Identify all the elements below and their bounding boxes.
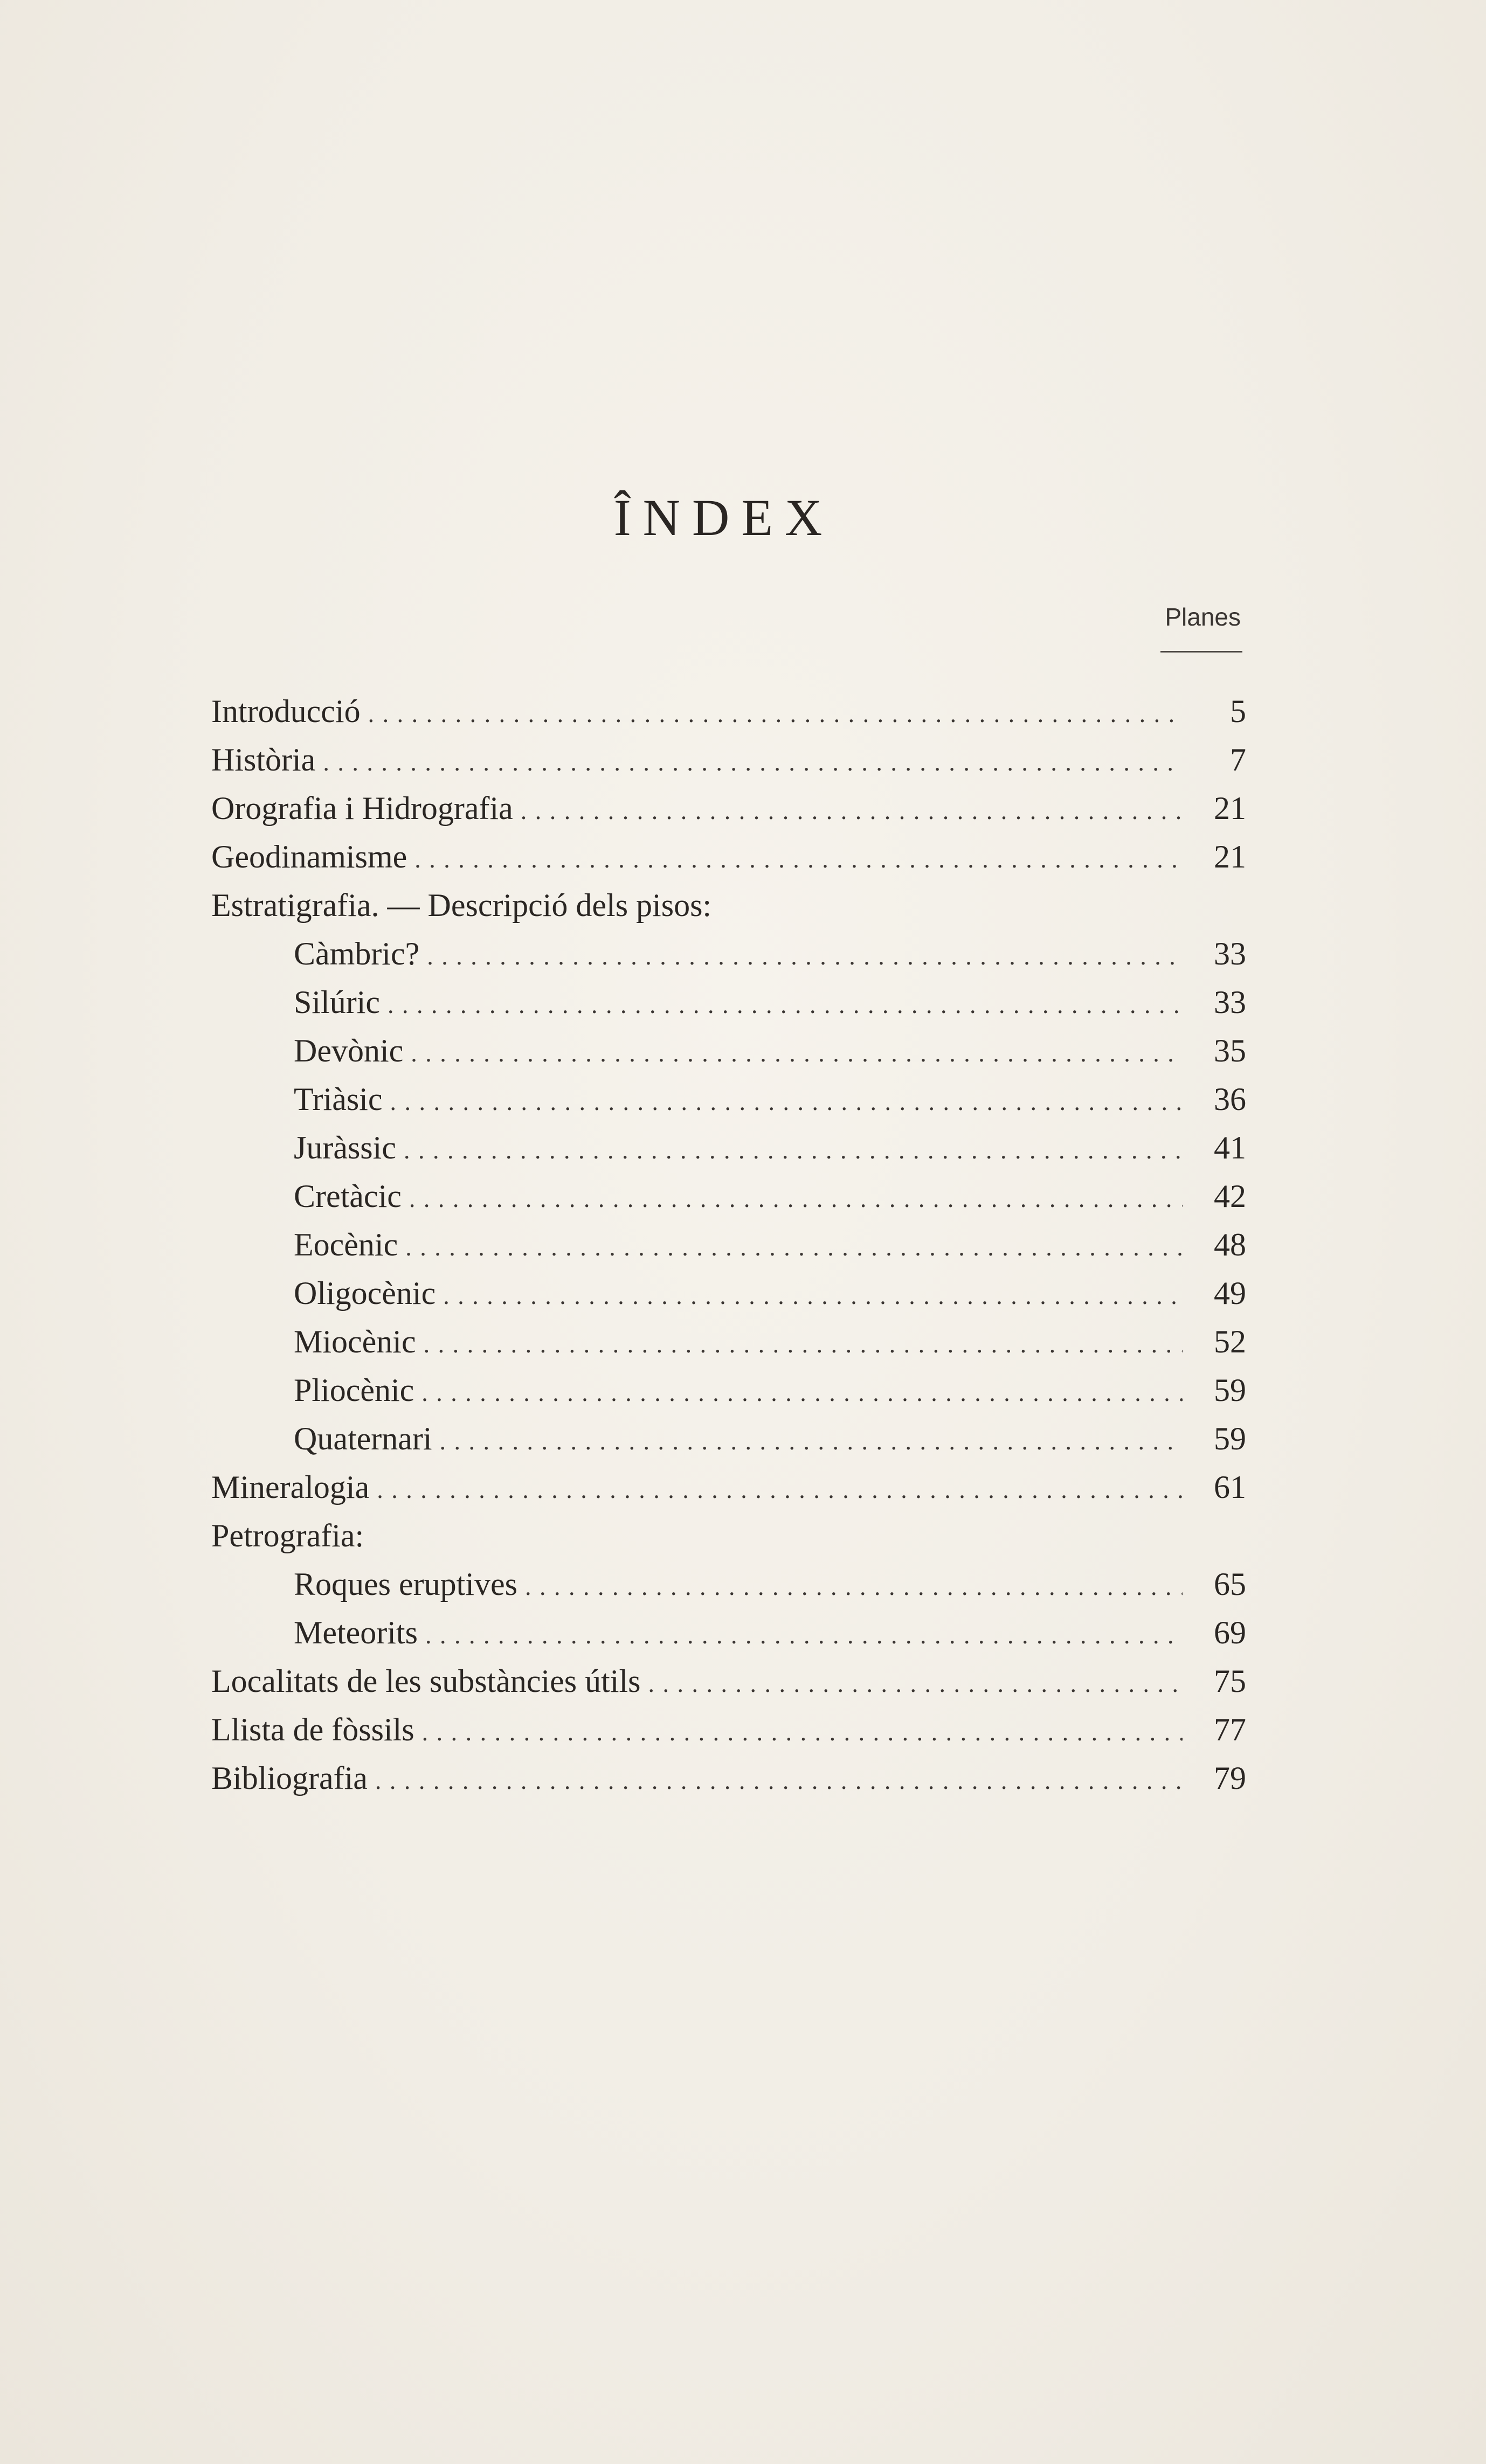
toc-entry-label: Meteorits	[294, 1615, 418, 1650]
toc-entry-page: 79	[1214, 1760, 1246, 1796]
toc-entry	[211, 1269, 1246, 1317]
toc-entry-page: 61	[1214, 1469, 1246, 1505]
toc-entry-label: Devònic	[294, 1033, 404, 1068]
pages-column-header: Planes	[1165, 603, 1241, 631]
toc-entry	[211, 1317, 1246, 1366]
dot-leader	[422, 1708, 1183, 1757]
toc-entry-label: Roques eruptives	[294, 1566, 517, 1602]
toc-entry-page: 5	[1230, 693, 1246, 729]
dot-leader	[375, 1757, 1183, 1805]
toc-entry-label: Eocènic	[294, 1227, 398, 1262]
toc-entry	[211, 832, 1246, 881]
toc-entry-page: 52	[1214, 1324, 1246, 1359]
toc-entry	[211, 1220, 1246, 1269]
dot-leader	[414, 835, 1183, 884]
toc-entry-label: Oligocènic	[294, 1275, 436, 1311]
page-title: ÎNDEX	[613, 489, 834, 546]
toc-entry	[211, 1366, 1246, 1414]
toc-entry-page: 21	[1214, 790, 1246, 826]
toc-entry-page: 59	[1214, 1421, 1246, 1456]
dot-leader	[368, 690, 1183, 738]
dot-leader	[388, 981, 1183, 1029]
toc-entry	[211, 1560, 1246, 1608]
dot-leader	[323, 738, 1183, 787]
toc-entry-page: 33	[1214, 984, 1246, 1020]
dot-leader	[377, 1466, 1183, 1514]
toc-entry-page: 48	[1214, 1227, 1246, 1262]
toc-entry-page: 69	[1214, 1615, 1246, 1650]
toc-entry	[211, 1172, 1246, 1220]
header-rule	[1160, 651, 1242, 653]
toc-entry-label: Localitats de les substàncies útils	[211, 1663, 641, 1699]
toc-entry	[211, 1026, 1246, 1075]
toc-entry-page: 36	[1214, 1081, 1246, 1117]
toc-entry-page: 21	[1214, 839, 1246, 874]
toc-entry	[211, 1657, 1246, 1705]
dot-leader	[425, 1611, 1183, 1660]
toc-entry-label: Mineralogia	[211, 1469, 370, 1505]
toc-entry-page: 42	[1214, 1178, 1246, 1214]
dot-leader	[427, 932, 1183, 981]
toc-entry-page: 77	[1214, 1712, 1246, 1747]
toc-entry	[211, 1705, 1246, 1754]
toc-entry-label: Silúric	[294, 984, 380, 1020]
dot-leader	[521, 787, 1183, 835]
toc-entry-page: 35	[1214, 1033, 1246, 1068]
toc-entry-label: Cretàcic	[294, 1178, 402, 1214]
toc-entry-label: Orografia i Hidrografia	[211, 790, 513, 826]
toc-entry	[211, 1463, 1246, 1511]
toc-entry-label: Juràssic	[294, 1130, 396, 1165]
toc-entry	[211, 1754, 1246, 1802]
dot-leader	[390, 1078, 1183, 1126]
toc-entry-page: 33	[1214, 936, 1246, 971]
toc-entry-label: Llista de fòssils	[211, 1712, 414, 1747]
toc-entry-label: Introducció	[211, 693, 361, 729]
dot-leader	[648, 1660, 1183, 1708]
toc-entry	[211, 687, 1246, 735]
toc-entry-page: 75	[1214, 1663, 1246, 1699]
dot-leader	[411, 1029, 1183, 1078]
toc-entry-label: Pliocènic	[294, 1372, 414, 1408]
toc-entry	[211, 1075, 1246, 1123]
dot-leader	[424, 1320, 1183, 1369]
toc-entry-label: Geodinamisme	[211, 839, 407, 874]
toc-entry-label: Bibliografia	[211, 1760, 368, 1796]
toc-entry	[211, 929, 1246, 978]
dot-leader	[409, 1175, 1183, 1223]
dot-leader	[440, 1417, 1183, 1466]
toc-entry-page: 7	[1230, 742, 1246, 778]
dot-leader	[525, 1563, 1183, 1611]
toc-entry-page: 49	[1214, 1275, 1246, 1311]
toc-entry-label: Història	[211, 742, 316, 778]
toc-entry-label: Petrografia:	[211, 1518, 364, 1553]
dot-leader	[421, 1369, 1183, 1417]
toc-entry	[211, 1414, 1246, 1463]
toc-entry-label: Estratigrafia. — Descripció dels pisos:	[211, 887, 712, 923]
toc-entry	[211, 1511, 1246, 1560]
dot-leader	[443, 1272, 1183, 1320]
toc-entry	[211, 735, 1246, 784]
toc-entry	[211, 1608, 1246, 1657]
toc-entry-page: 41	[1214, 1130, 1246, 1165]
toc-entry	[211, 784, 1246, 832]
toc-entry-label: Càmbric?	[294, 936, 420, 971]
toc-entry-label: Miocènic	[294, 1324, 416, 1359]
toc-entry-label: Quaternari	[294, 1421, 432, 1456]
toc-entry-page: 59	[1214, 1372, 1246, 1408]
toc-entry	[211, 881, 1246, 929]
toc-entry	[211, 1123, 1246, 1172]
table-of-contents	[211, 687, 1246, 1802]
dot-leader	[405, 1223, 1183, 1272]
dot-leader	[404, 1126, 1183, 1175]
toc-entry-label: Triàsic	[294, 1081, 383, 1117]
toc-entry	[211, 978, 1246, 1026]
toc-entry-page: 65	[1214, 1566, 1246, 1602]
